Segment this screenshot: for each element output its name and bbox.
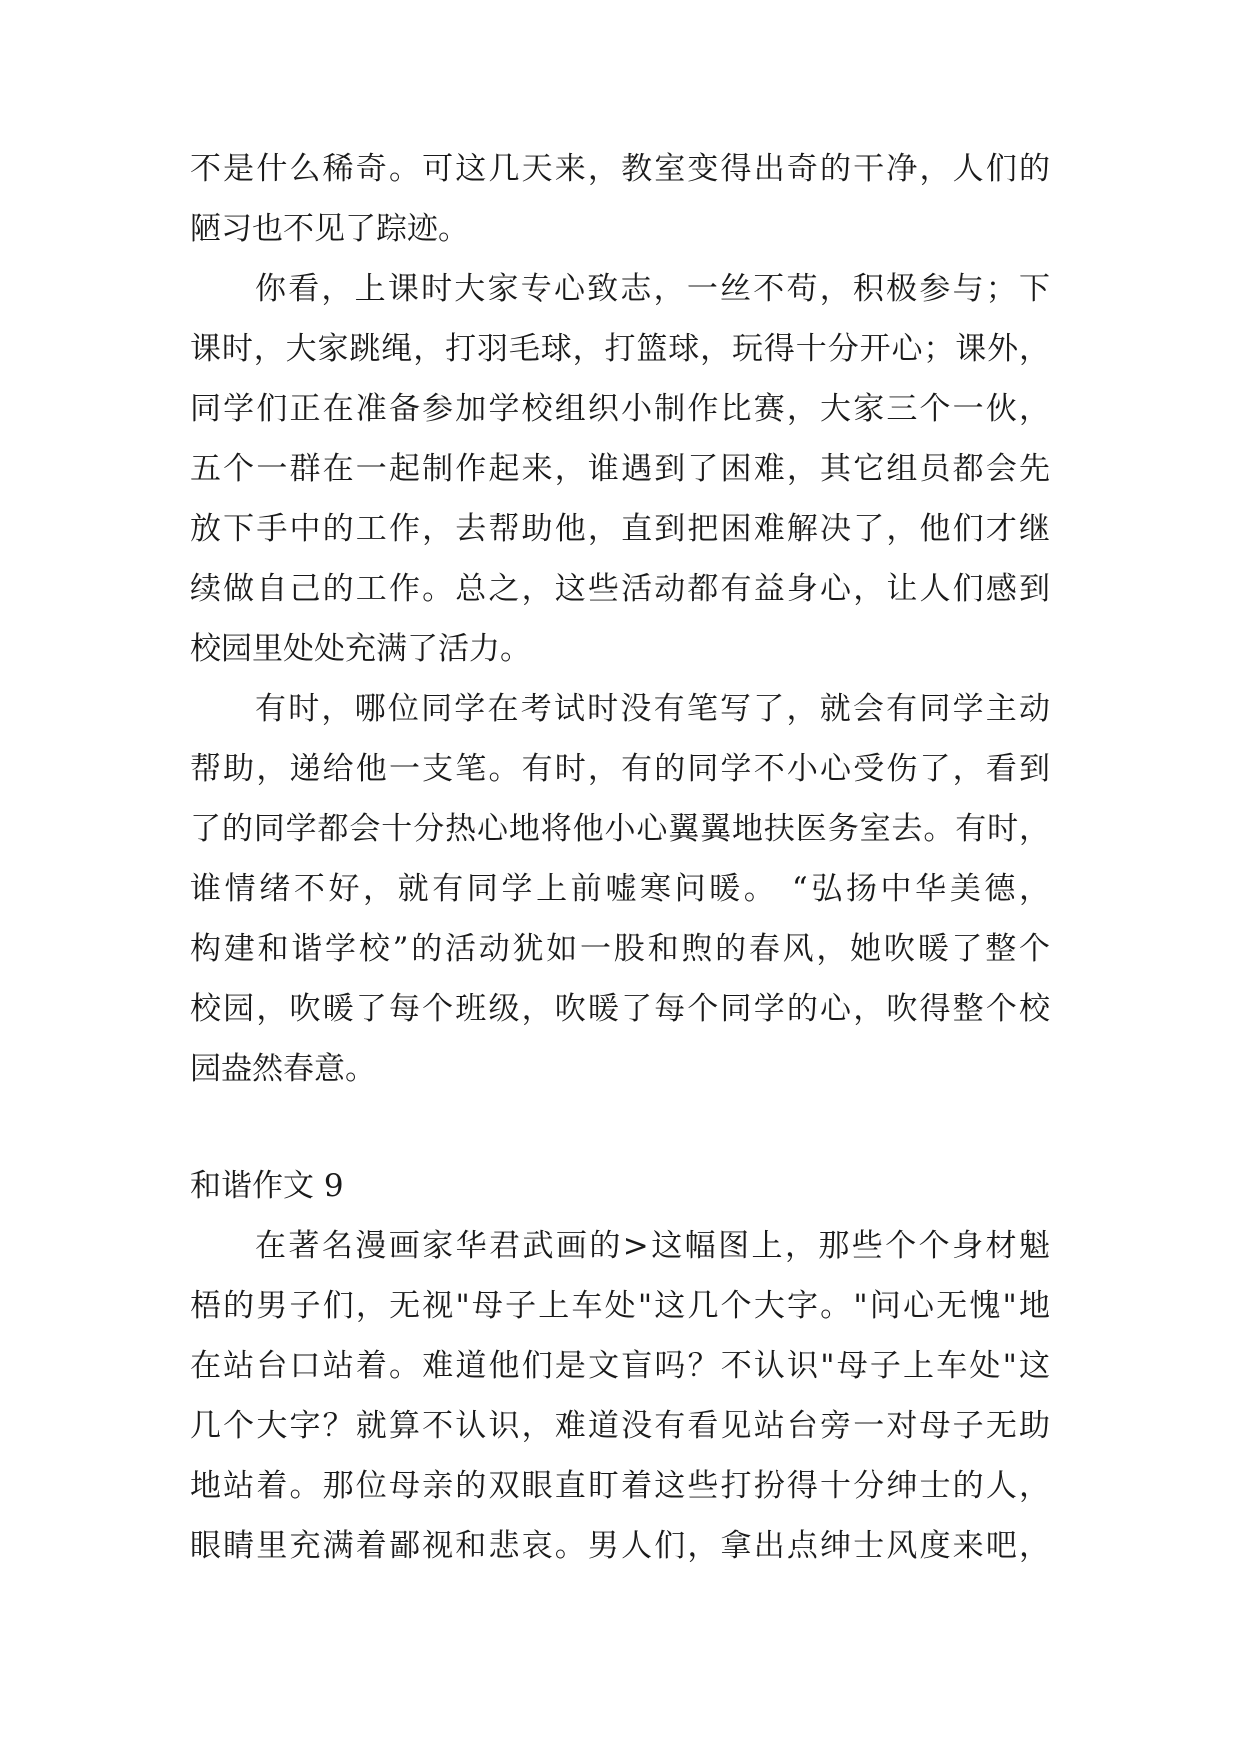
text-line: 陋习也不见了踪迹。 [190, 211, 469, 247]
text-line: 地站着。那位母亲的双眼直盯着这些打扮得十分绅士的人， [190, 1468, 1050, 1504]
text-line: 谁情绪不好，就有同学上前嘘寒问暖。 “弘扬中华美德， [190, 871, 1050, 907]
text-line: 帮助，递给他一支笔。有时，有的同学不小心受伤了，看到 [190, 751, 1050, 787]
text-line: 构建和谐学校”的活动犹如一股和煦的春风，她吹暖了整个 [190, 931, 1050, 967]
section-title: 和谐作文 9 [190, 1168, 344, 1204]
text-line: 续做自己的工作。总之，这些活动都有益身心，让人们感到 [190, 571, 1050, 607]
text-line: 校园里处处充满了活力。 [190, 631, 531, 667]
text-line: 课时，大家跳绳，打羽毛球，打篮球，玩得十分开心；课外， [190, 331, 1050, 367]
text-line: 五个一群在一起制作起来，谁遇到了困难，其它组员都会先 [190, 451, 1050, 487]
text-line: 了的同学都会十分热心地将他小心翼翼地扶医务室去。有时， [190, 811, 1050, 847]
text-line: 放下手中的工作，去帮助他，直到把困难解决了，他们才继 [190, 511, 1050, 547]
text-line: 有时，哪位同学在考试时没有笔写了，就会有同学主动 [255, 691, 1050, 727]
text-line: 梧的男子们，无视"母子上车处"这几个大字。"问心无愧"地 [190, 1288, 1050, 1324]
text-line: 你看，上课时大家专心致志，一丝不苟，积极参与；下 [255, 271, 1050, 307]
text-line: 不是什么稀奇。可这几天来，教室变得出奇的干净，人们的 [190, 151, 1050, 187]
text-line: 校园，吹暖了每个班级，吹暖了每个同学的心，吹得整个校 [190, 991, 1050, 1027]
text-line: 在著名漫画家华君武画的>这幅图上，那些个个身材魁 [255, 1228, 1050, 1264]
text-line: 几个大字？就算不认识，难道没有看见站台旁一对母子无助 [190, 1408, 1050, 1444]
text-line: 眼睛里充满着鄙视和悲哀。男人们，拿出点绅士风度来吧， [190, 1528, 1050, 1564]
text-line: 园盎然春意。 [190, 1051, 376, 1087]
text-line: 同学们正在准备参加学校组织小制作比赛，大家三个一伙， [190, 391, 1050, 427]
text-line: 在站台口站着。难道他们是文盲吗？不认识"母子上车处"这 [190, 1348, 1050, 1384]
